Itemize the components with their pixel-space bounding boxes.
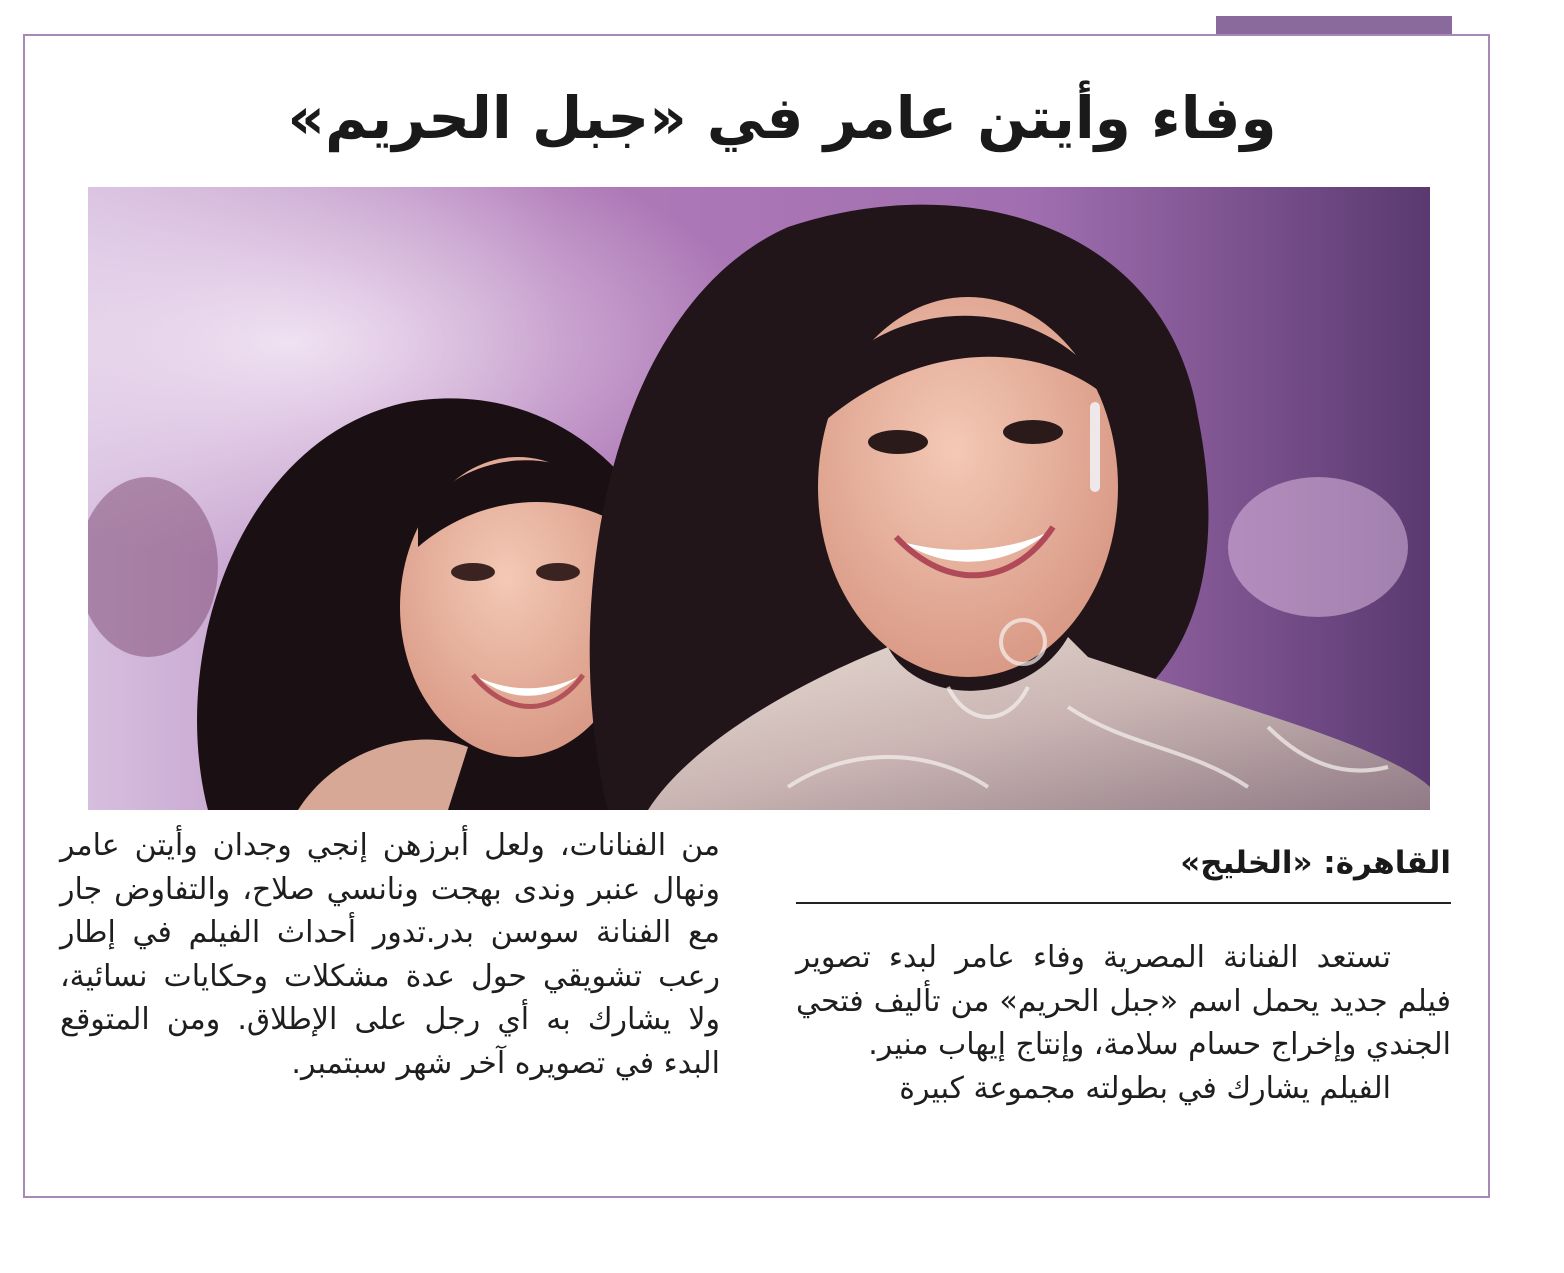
dateline-divider <box>796 902 1451 904</box>
article-column-left <box>60 824 720 1085</box>
article-column-right <box>796 936 1451 1110</box>
article-headline: وفاء وأيتن عامر في «جبل الحريم» <box>287 84 1277 152</box>
article-paragraph: الفيلم يشارك في بطولته مجموعة كبيرة <box>899 1070 1391 1106</box>
article-paragraph: من الفنانات، ولعل أبرزهن إنجي وجدان وأيتن عامر ونهال عنبر وندى بهجت ونانسي صلاح، والتفاوض جار مع الفنانة سوسن بدر.تدور أحداث الفيلم في إطار رعب تشويقي حول عدة مشكلات وحكايات نسائية، ولا يشارك به أي رجل على الإطلاق. ومن المتوقع البدء في تصويره آخر شهر سبتمبر. <box>60 828 720 1081</box>
article-paragraph: تستعد الفنانة المصرية وفاء عامر لبدء تصوير فيلم جديد يحمل اسم «جبل الحريم» من تأليف فتحي الجندي وإخراج حسام سلامة، وإنتاج إيهاب منير. <box>796 940 1451 1062</box>
section-accent-tab <box>1216 16 1452 36</box>
photo-illustration <box>88 187 1430 810</box>
article-dateline: القاهرة: «الخليج» <box>1180 845 1451 881</box>
article-photo <box>88 187 1430 810</box>
